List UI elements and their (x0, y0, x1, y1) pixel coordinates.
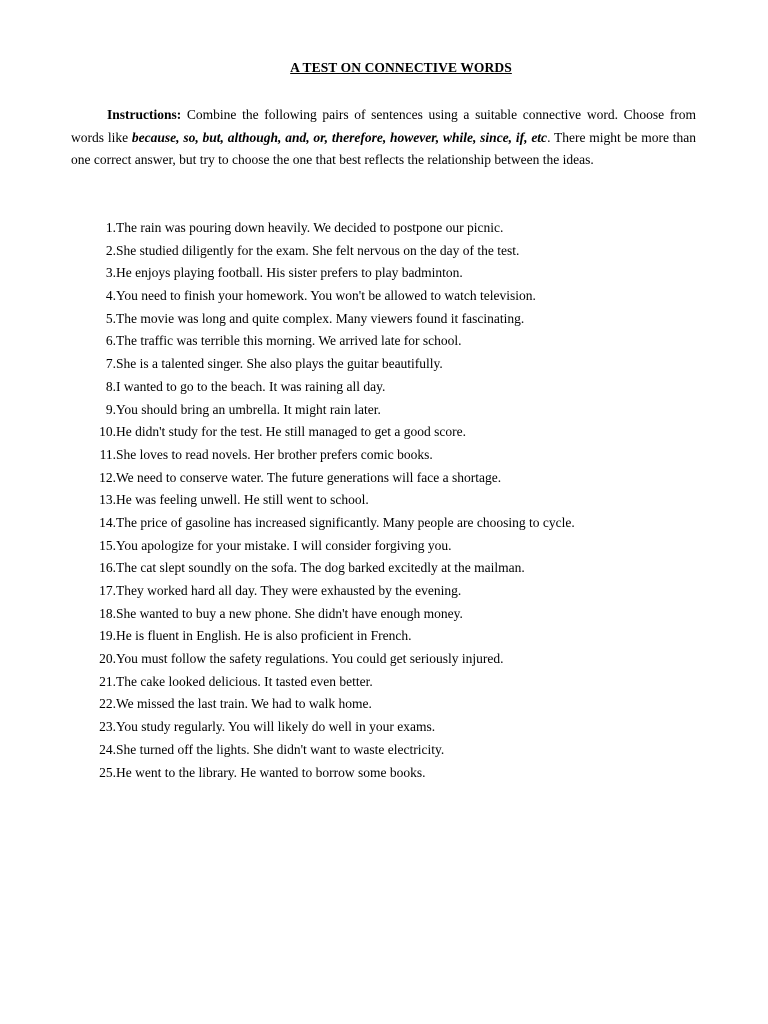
item-text: The rain was pouring down heavily. We decided to postpone our picnic. (116, 220, 504, 235)
list-item (71, 648, 711, 671)
instructions-paragraph (71, 104, 696, 172)
list-item (71, 285, 711, 308)
instructions-label: Instructions: (107, 107, 182, 122)
item-number: 16. (99, 560, 116, 576)
list-item (71, 489, 711, 512)
list-item (71, 762, 711, 785)
item-number: 14. (99, 514, 116, 530)
list-item (71, 217, 711, 240)
item-text: He went to the library. He wanted to borrow some books. (116, 764, 426, 780)
list-item (71, 444, 711, 467)
item-number: 21. (99, 673, 116, 689)
item-text: She studied diligently for the exam. She felt nervous on the day of the test. (116, 242, 520, 258)
list-item (71, 467, 711, 490)
item-number: 7. (105, 356, 116, 372)
item-number: 11. (99, 446, 116, 462)
item-text: You must follow the safety regulations. You could get seriously injured. (116, 651, 504, 667)
item-text: She loves to read novels. Her brother prefers comic books. (116, 446, 433, 462)
item-number: 10. (99, 424, 116, 440)
list-item (71, 625, 711, 648)
list-item (71, 716, 711, 739)
list-item (71, 535, 711, 558)
item-text: He enjoys playing football. His sister prefers to play badminton. (116, 265, 463, 281)
item-text: The cake looked delicious. It tasted even better. (116, 673, 373, 689)
item-number: 2. (105, 242, 116, 258)
item-number: 20. (99, 651, 116, 667)
item-number: 1. (105, 220, 116, 235)
item-number: 3. (105, 265, 116, 281)
item-text: You study regularly. You will likely do well in your exams. (116, 719, 436, 735)
sentence-pairs-list (71, 217, 711, 784)
list-item (71, 308, 711, 331)
list-item (71, 693, 711, 716)
item-number: 5. (105, 310, 116, 326)
item-text: The traffic was terrible this morning. We arrived late for school. (116, 333, 462, 349)
item-number: 22. (99, 696, 116, 712)
item-text: He was feeling unwell. He still went to school. (116, 492, 369, 508)
item-text: You apologize for your mistake. I will consider forgiving you. (116, 537, 452, 553)
item-text: They worked hard all day. They were exhausted by the evening. (116, 583, 462, 598)
item-text: She turned off the lights. She didn't want to waste electricity. (116, 741, 445, 757)
list-item (71, 376, 711, 399)
item-text: I wanted to go to the beach. It was raining all day. (116, 378, 386, 394)
item-text: The price of gasoline has increased significantly. Many people are choosing to cycle. (116, 514, 575, 530)
instructions-text-before: Combine the following pairs of sentences using a suitable connective word. Choose from words like (71, 107, 696, 145)
item-number: 18. (99, 605, 116, 621)
item-text: He didn't study for the test. He still managed to get a good score. (116, 424, 466, 440)
list-item (71, 580, 711, 603)
item-number: 19. (99, 628, 116, 644)
list-item (71, 262, 711, 285)
list-item (71, 330, 711, 353)
list-item (71, 671, 711, 694)
list-item (71, 512, 711, 535)
item-number: 8. (105, 378, 116, 394)
item-text: The cat slept soundly on the sofa. The dog barked excitedly at the mailman. (116, 560, 525, 576)
page-title: A TEST ON CONNECTIVE WORDS (290, 60, 512, 75)
item-number: 24. (99, 741, 116, 757)
list-item (71, 557, 711, 580)
item-text: We missed the last train. We had to walk home. (116, 696, 372, 712)
item-number: 15. (99, 537, 116, 553)
item-number: 17. (99, 583, 116, 598)
list-item (71, 353, 711, 376)
item-text: He is fluent in English. He is also proficient in French. (116, 628, 412, 644)
instructions-text-after: . There might be more than one correct answer, but try to choose the one that best reflects the relationship between the ideas. (71, 129, 696, 168)
item-number: 23. (99, 719, 116, 735)
item-number: 4. (105, 288, 116, 304)
list-item (71, 739, 711, 762)
connective-words: because, so, but, although, and, or, therefore, however, while, since, if, etc (131, 129, 548, 145)
item-text: The movie was long and quite complex. Many viewers found it fascinating. (116, 310, 525, 326)
item-text: She is a talented singer. She also plays the guitar beautifully. (116, 356, 443, 372)
list-item (71, 240, 711, 263)
item-text: You should bring an umbrella. It might rain later. (116, 401, 381, 417)
item-number: 6. (105, 333, 116, 349)
item-number: 12. (99, 469, 116, 485)
item-number: 9. (105, 401, 116, 417)
item-number: 25. (99, 764, 116, 780)
item-text: She wanted to buy a new phone. She didn't have enough money. (116, 605, 463, 621)
item-text: You need to finish your homework. You won't be allowed to watch television. (116, 288, 536, 304)
item-number: 13. (99, 492, 116, 508)
list-item (71, 421, 711, 444)
list-item (71, 603, 711, 626)
list-item (71, 399, 711, 422)
item-text: We need to conserve water. The future generations will face a shortage. (116, 469, 502, 485)
